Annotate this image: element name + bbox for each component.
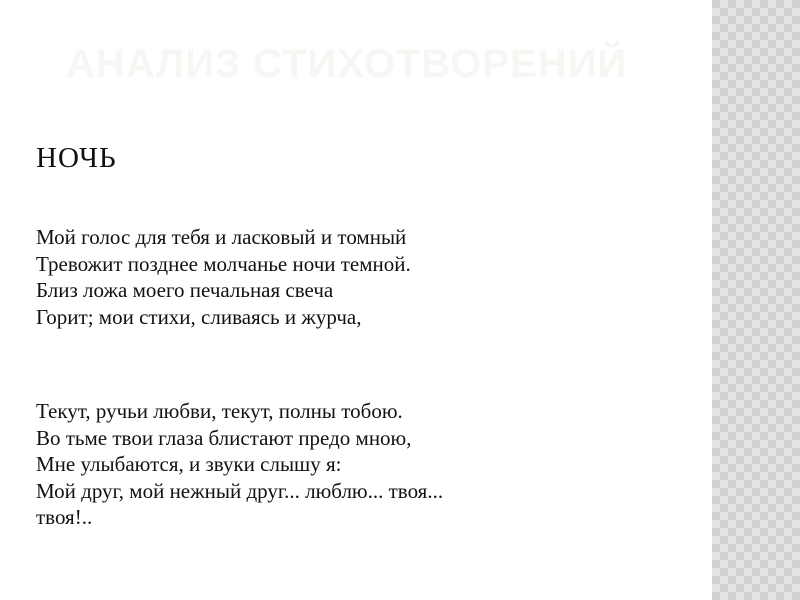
poem-line: Горит; мои стихи, сливаясь и журча, <box>36 304 362 329</box>
poem-line: Близ ложа моего печальная свеча <box>36 278 334 302</box>
poem-line: Текут, ручьи любви, текут, полны тобою. <box>36 399 403 423</box>
poem-line: Мой друг, мой нежный друг... люблю... твоя... <box>36 478 444 503</box>
poem-stanza-1 <box>36 224 696 330</box>
decorative-side-panel <box>712 0 800 600</box>
poem-line: Мой голос для тебя и ласковый и томный <box>36 225 407 249</box>
poem-title: НОЧЬ <box>36 142 117 174</box>
poem-line: Тревожит позднее молчанье ночи темной. <box>36 251 411 276</box>
poem-line: Мне улыбаются, и звуки слышу я: <box>36 452 342 476</box>
slide-title: АНАЛИЗ СТИХОТВОРЕНИЙ <box>66 42 628 86</box>
poem-stanza-2 <box>36 398 696 531</box>
poem-line: Во тьме твои глаза блистают предо мною, <box>36 425 412 450</box>
poem-line: твоя!.. <box>36 505 93 529</box>
